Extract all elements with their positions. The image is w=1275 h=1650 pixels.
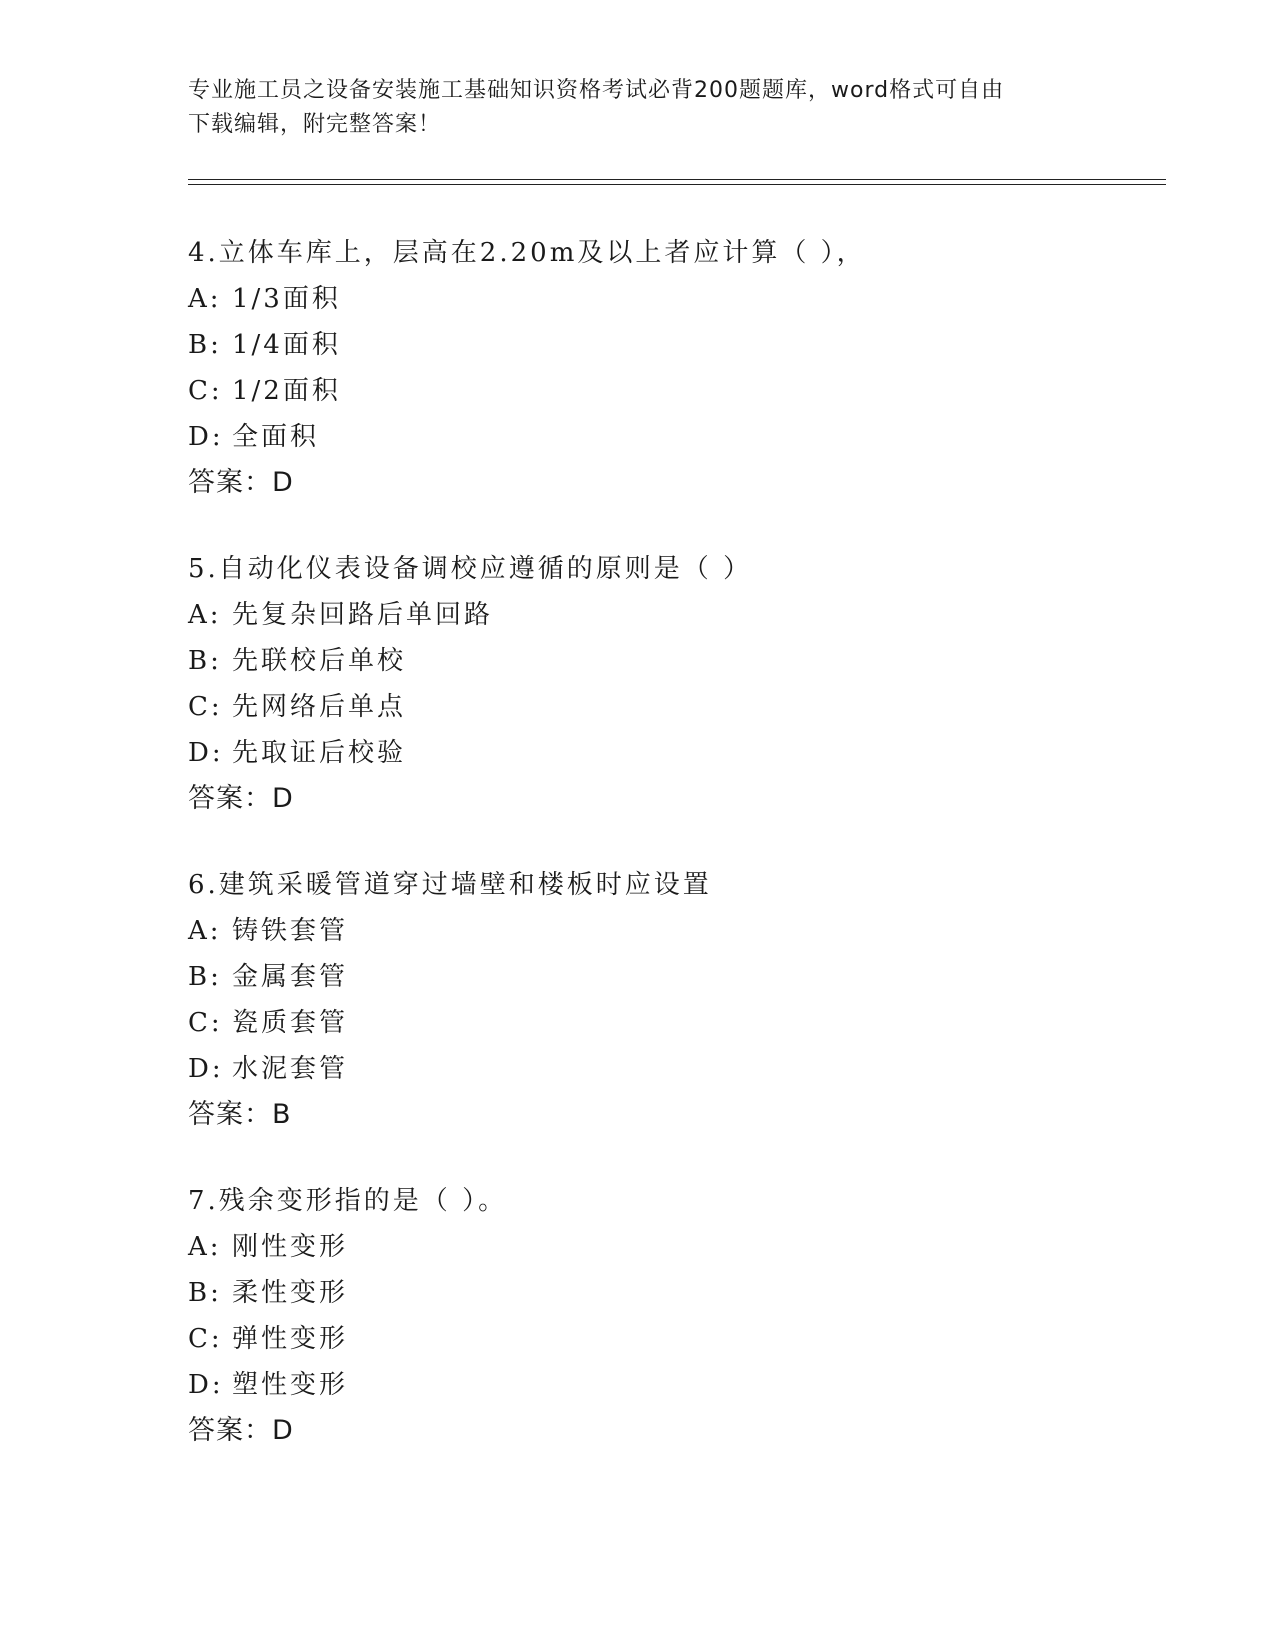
option-text: 金属套管 [232, 962, 349, 992]
question-title: 5.自动化仪表设备调校应遵循的原则是（ ） [188, 554, 753, 584]
header-divider-top [188, 179, 1166, 180]
header-divider-bottom [188, 184, 1166, 185]
option-letter: B: [188, 330, 222, 360]
option-text: 先取证后校验 [232, 738, 407, 768]
option-d [188, 1362, 1188, 1408]
option-text: 先复杂回路后单回路 [232, 600, 494, 630]
option-text: 1/3面积 [232, 284, 341, 314]
question-block [188, 230, 1188, 506]
option-letter: A: [188, 1232, 222, 1262]
answer-line: 答案：D [188, 1415, 294, 1446]
option-text: 铸铁套管 [232, 916, 349, 946]
question-block [188, 1178, 1188, 1454]
answer-line: 答案：B [188, 1099, 292, 1130]
option-letter: C: [188, 376, 223, 406]
option-letter: A: [188, 600, 222, 630]
header-line-1: 专业施工员之设备安装施工基础知识资格考试必背200题题库，word格式可自由 [188, 78, 1005, 103]
answer-line: 答案：D [188, 783, 294, 814]
option-c [188, 1316, 1188, 1362]
option-text: 水泥套管 [232, 1054, 349, 1084]
question-title: 4.立体车库上，层高在2.20m及以上者应计算（ ）， [188, 238, 866, 268]
question-block [188, 546, 1188, 822]
option-letter: B: [188, 962, 222, 992]
option-text: 全面积 [232, 422, 320, 452]
option-letter: D: [188, 1054, 224, 1084]
option-letter: B: [188, 646, 222, 676]
option-b [188, 322, 1188, 368]
option-a [188, 276, 1188, 322]
option-letter: B: [188, 1278, 222, 1308]
question-block [188, 862, 1188, 1138]
document-header [188, 74, 1088, 142]
option-d [188, 730, 1188, 776]
option-letter: C: [188, 692, 223, 722]
option-letter: A: [188, 916, 222, 946]
option-letter: D: [188, 738, 224, 768]
option-a [188, 1224, 1188, 1270]
option-text: 柔性变形 [232, 1278, 349, 1308]
answer-line: 答案：D [188, 467, 294, 498]
question-title: 7.残余变形指的是（ ）。 [188, 1186, 508, 1216]
option-text: 1/2面积 [232, 376, 341, 406]
option-text: 刚性变形 [232, 1232, 349, 1262]
option-letter: D: [188, 422, 224, 452]
option-text: 瓷质套管 [232, 1008, 349, 1038]
option-d [188, 414, 1188, 460]
option-text: 弹性变形 [232, 1324, 349, 1354]
header-line-2: 下载编辑，附完整答案！ [188, 112, 442, 137]
option-text: 先网络后单点 [232, 692, 407, 722]
option-text: 1/4面积 [232, 330, 341, 360]
option-b [188, 954, 1188, 1000]
option-letter: C: [188, 1324, 223, 1354]
option-letter: D: [188, 1370, 224, 1400]
question-title: 6.建筑采暖管道穿过墙壁和楼板时应设置 [188, 870, 712, 900]
option-c [188, 1000, 1188, 1046]
option-b [188, 1270, 1188, 1316]
option-a [188, 908, 1188, 954]
option-c [188, 368, 1188, 414]
option-letter: A: [188, 284, 222, 314]
option-text: 先联校后单校 [232, 646, 407, 676]
option-c [188, 684, 1188, 730]
option-a [188, 592, 1188, 638]
option-d [188, 1046, 1188, 1092]
option-letter: C: [188, 1008, 223, 1038]
option-text: 塑性变形 [232, 1370, 349, 1400]
option-b [188, 638, 1188, 684]
